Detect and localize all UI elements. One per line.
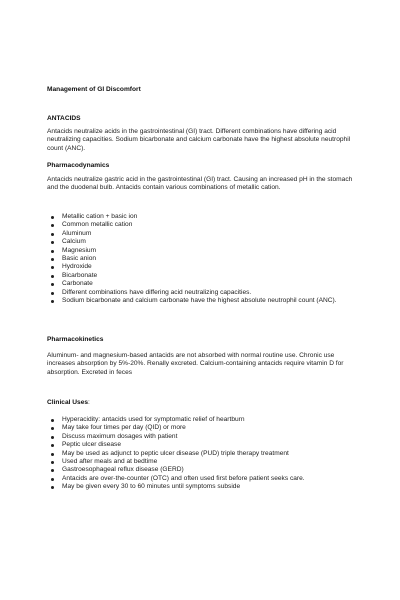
antacids-heading: ANTACIDS <box>47 115 81 122</box>
list-item: Aluminum <box>47 230 357 238</box>
list-item: May be used as adjunct to peptic ulcer disease (PUD) triple therapy treatment <box>47 450 357 458</box>
clinical-uses-list <box>47 416 357 492</box>
list-item: May take four times per day (QID) or more <box>47 424 357 432</box>
pharmacodynamics-heading: Pharmacodynamics <box>47 162 110 169</box>
list-item: Basic anion <box>47 255 357 263</box>
pharmacokinetics-heading: Pharmacokinetics <box>47 336 104 343</box>
list-item: Common metallic cation <box>47 221 357 229</box>
pharmacodynamics-text: Antacids neutralize gastric acid in the gastrointestinal (GI) tract. Causing an increased pH in the stomach and the duodenal bulb. Antacids contain various combinations of metallic cation. <box>47 176 353 192</box>
list-item: Metallic cation + basic ion <box>47 213 357 221</box>
clinical-uses-heading: Clinical Uses <box>47 399 89 406</box>
list-item: Carbonate <box>47 280 357 288</box>
list-item: Hydroxide <box>47 263 357 271</box>
list-item: Used after meals and at bedtime <box>47 458 357 466</box>
clinical-uses-heading-line <box>47 399 357 407</box>
list-item: Antacids are over-the-counter (OTC) and often used first before patient seeks care. <box>47 475 357 483</box>
list-item: Different combinations have differing acid neutralizing capacities. <box>47 289 357 297</box>
list-item: May be given every 30 to 60 minutes until symptoms subside <box>47 483 357 491</box>
list-item: Gastroesophageal reflux disease (GERD) <box>47 466 357 474</box>
pharmacokinetics-text: Aluminum- and magnesium-based antacids are not absorbed with normal routine use. Chronic use increases absorption by 5%-20%. Renally excreted. Calcium-containing antacids require vitamin D for absorption. Excreted in feces <box>47 352 344 376</box>
antacids-intro: Antacids neutralize acids in the gastrointestinal (GI) tract. Different combinations have differing acid neutralizing capacities. Sodium bicarbonate and calcium carbonate have the highest absolute neutrophil count (ANC). <box>47 128 351 152</box>
cation-list <box>47 213 357 305</box>
list-item: Magnesium <box>47 247 357 255</box>
list-item: Discuss maximum dosages with patient <box>47 433 357 441</box>
list-item: Sodium bicarbonate and calcium carbonate have the highest absolute neutrophil count (ANC). <box>47 297 357 305</box>
list-item: Calcium <box>47 238 357 246</box>
list-item: Bicarbonate <box>47 272 357 280</box>
list-item: Peptic ulcer disease <box>47 441 357 449</box>
list-item: Hyperacidity: antacids used for symptomatic relief of heartburn <box>47 416 357 424</box>
clinical-uses-colon: : <box>88 399 90 406</box>
page-title: Management of GI Discomfort <box>47 86 141 93</box>
